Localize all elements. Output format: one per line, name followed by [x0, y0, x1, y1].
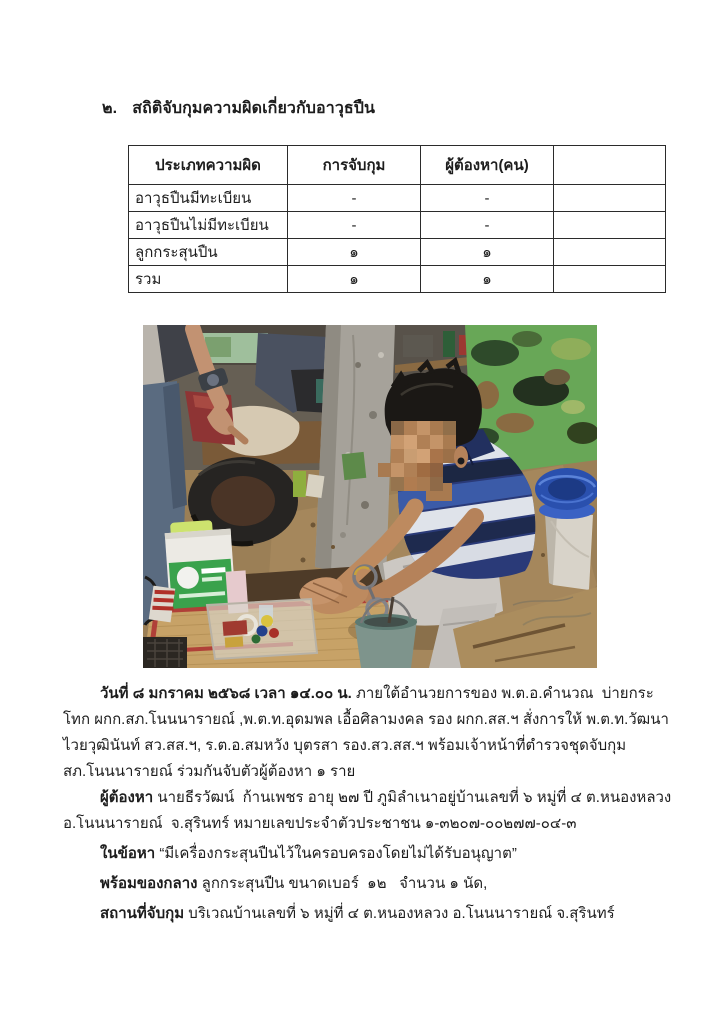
cell-empty — [554, 185, 666, 212]
paragraph-operation-details: วันที่ ๘ มกราคม ๒๕๖๘ เวลา ๑๔.๐๐ น. ภายใต้อำนวยการของ พ.ต.อ.คำนวณ บ่ายกระโทก ผกก.สภ.โนนนารายณ์ ,พ.ต.ท.อุดมพล เอื้อศิลามงคล รอง ผกก.สส.ฯ สั่งการให้ พ.ต.ท.วัฒนา ไวยวุฒินันท์ สว.สส.ฯ, ร.ต.อ.สมหวัง บุตรสา รอง.สว.สส.ฯ พร้อมเจ้าหน้าที่ตำรวจชุดจับกุม สภ.โนนนารายณ์ ร่วมกันจับตัวผู้ต้องหา ๑ ราย — [63, 685, 674, 780]
header-arrests: การจับกุม — [288, 146, 421, 185]
label-suspect: ผู้ต้องหา — [100, 789, 154, 806]
cell-arrests: - — [288, 212, 421, 239]
cell-empty — [554, 239, 666, 266]
cell-arrests: - — [288, 185, 421, 212]
cell-arrests: ๑ — [288, 239, 421, 266]
white-bucket — [545, 513, 593, 590]
paragraph-evidence: พร้อมของกลาง ลูกกระสุนปืน ขนาดเบอร์ ๑๒ จำนวน ๑ นัด, — [100, 875, 488, 892]
paragraph-suspect-details: ผู้ต้องหา นายธีรวัฒน์ ก้านเพชร อายุ ๒๗ ปี ภูมิลำเนาอยู่บ้านเลขที่ ๖ หมู่ที่ ๔ ต.หนองหลวง อ.โนนนารายณ์ จ.สุรินทร์ หมายเลขประจำตัวประชาชน ๑-๓๒๐๗-๐๐๒๗๗-๐๔-๓ — [63, 789, 676, 832]
header-suspects: ผู้ต้องหา(คน) — [421, 146, 554, 185]
section-title: สถิติจับกุมความผิดเกี่ยวกับอาวุธปืน — [132, 100, 376, 117]
table-row-total — [129, 266, 666, 293]
cell-offense: อาวุธปืนมีทะเบียน — [129, 185, 288, 212]
evidence-tray — [207, 599, 317, 659]
green-box — [164, 519, 236, 609]
table-row — [129, 185, 666, 212]
blue-hose-coil — [535, 468, 597, 519]
table-row — [129, 239, 666, 266]
paragraph-arrest-location: สถานที่จับกุม บริเวณบ้านเลขที่ ๖ หมู่ที่ ๔ ต.หนองหลวง อ.โนนนารายณ์ จ.สุรินทร์ — [100, 905, 615, 922]
cell-suspects: - — [421, 212, 554, 239]
label-location: สถานที่จับกุม — [100, 905, 185, 922]
cell-empty — [554, 212, 666, 239]
label-date: วันที่ ๘ มกราคม ๒๕๖๘ เวลา ๑๔.๐๐ น. — [100, 685, 352, 702]
label-evidence: พร้อมของกลาง — [100, 875, 198, 892]
section-number: ๒. — [102, 100, 118, 117]
table-row — [129, 212, 666, 239]
cell-suspects: ๑ — [421, 266, 554, 293]
label-charge: ในข้อหา — [100, 845, 156, 862]
table-header-row — [129, 146, 666, 185]
cell-offense: รวม — [129, 266, 288, 293]
cell-arrests: ๑ — [288, 266, 421, 293]
cell-offense: อาวุธปืนไม่มีทะเบียน — [129, 212, 288, 239]
paragraph-charge: ในข้อหา “มีเครื่องกระสุนปืนไว้ในครอบครองโดยไม่ได้รับอนุญาต” — [100, 845, 517, 862]
cell-suspects: - — [421, 185, 554, 212]
firearm-statistics-table — [128, 145, 666, 293]
report-body — [63, 681, 675, 927]
arrest-scene-photo — [143, 325, 597, 668]
cell-empty — [554, 266, 666, 293]
cell-offense: ลูกกระสุนปืน — [129, 239, 288, 266]
section-heading — [102, 96, 375, 121]
mesh-basket — [143, 637, 187, 668]
header-empty — [554, 146, 666, 185]
arrest-scene-illustration — [143, 325, 597, 668]
header-offense-type: ประเภทความผิด — [129, 146, 288, 185]
cell-suspects: ๑ — [421, 239, 554, 266]
